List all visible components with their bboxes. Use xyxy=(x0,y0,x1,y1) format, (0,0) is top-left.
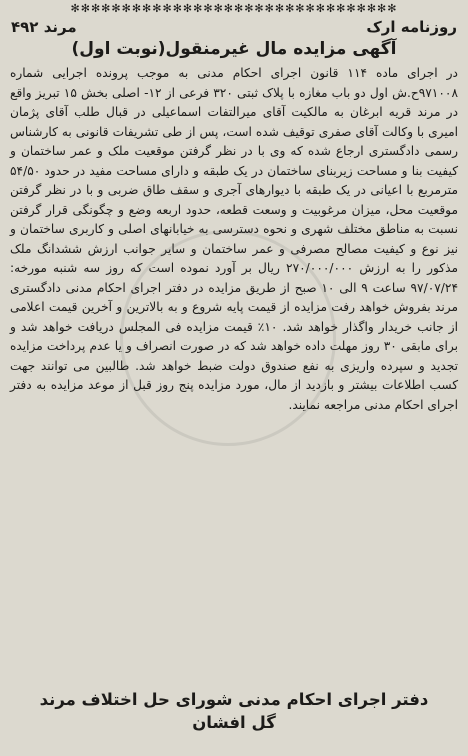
notice-body: در اجرای ماده ۱۱۴ قانون اجرای احکام مدنی به موجب پرونده اجرایی شماره ۹۷۱۰۰۸ح.ش اول دو باب مغازه با پلاک ثبتی ۳۲۰ فرعی از ۱۲- اصلی بخش ۱۵ تبریز واقع در مرند قریه ابرغان به مالکیت آقای میرالتفات اسماعیلی در قبال طلب آقای پژمان امیری با وکالت آقای صفری توقیف شده است، پس از طی تشریفات قانونی به کارشناس رسمی دادگستری ارجاع شده که وی با در نظر گرفتن موقعیت ملک و عمر ساختمان و کیفیت بنا و مساحت زیربنای ساختمان در یک طبقه و دارای مساحت مفید در حدود ۵۴/۵۰ مترمربع با اعیانی در یک طبقه با دیوارهای آجری و سقف طاق ضربی و با در نظر گرفتن موقعیت محل، میزان مرغوبیت و وسعت قطعه، حدود اربعه وضع و چگونگی قرار گرفتن نسبت به مناطق مختلف شهری و نحوه دسترسی به خیابانهای اصلی و کاربری ساختمان و نیز نوع و کیفیت مصالح مصرفی و عمر ساختمان و سایر جوانب ارزش ششدانگ ملک مذکور را به ارزش ۲۷۰/۰۰۰/۰۰۰ ریال بر آورد نموده است که روز سه شنبه مورخه: ۹۷/۰۷/۲۴ ساعت ۹ الی ۱۰ صبح از طریق مزایده در دفتر اجرای احکام مدنی دادگستری مرند بفروش خواهد رفت مزایده از قیمت پایه شروع و به بالاترین و آخرین قیمت اعلامی از جانب خریدار واگذار خواهد شد. ۱۰٪ قیمت مزایده فی المجلس دریافت خواهد شد و برای مابقی ۳۰ روز مهلت داده خواهد شد که در صورت انصراف و یا عدم پرداخت مزایده تجدید و سپرده واریزی به نفع صندوق دولت ضبط خواهد شد. طالبین می توانند جهت کسب اطلاعات بیشتر و بازدید از مال، مورد مزایده پنج روز قبل از موعد مزایده به دفتر اجرای احکام مدنی مراجعه نمایند. xyxy=(10,66,459,412)
notice-title: آگهی مزایده مال غیرمنقول(نوبت اول) xyxy=(71,39,397,59)
city-issue-number: مرند ۴۹۲ xyxy=(11,18,77,36)
issuer-office: دفتر اجرای احکام مدنی شورای حل اختلاف مرند xyxy=(39,690,429,709)
star-border-row: ✻✻✻✻✻✻✻✻✻✻✻✻✻✻✻✻✻✻✻✻✻✻✻✻✻✻✻✻✻✻✻✻ xyxy=(70,2,398,15)
notice-footer xyxy=(9,688,459,734)
signatory-name: گل افشان xyxy=(192,713,276,732)
newspaper-name: روزنامه ارک xyxy=(366,18,457,36)
masthead xyxy=(9,16,459,38)
